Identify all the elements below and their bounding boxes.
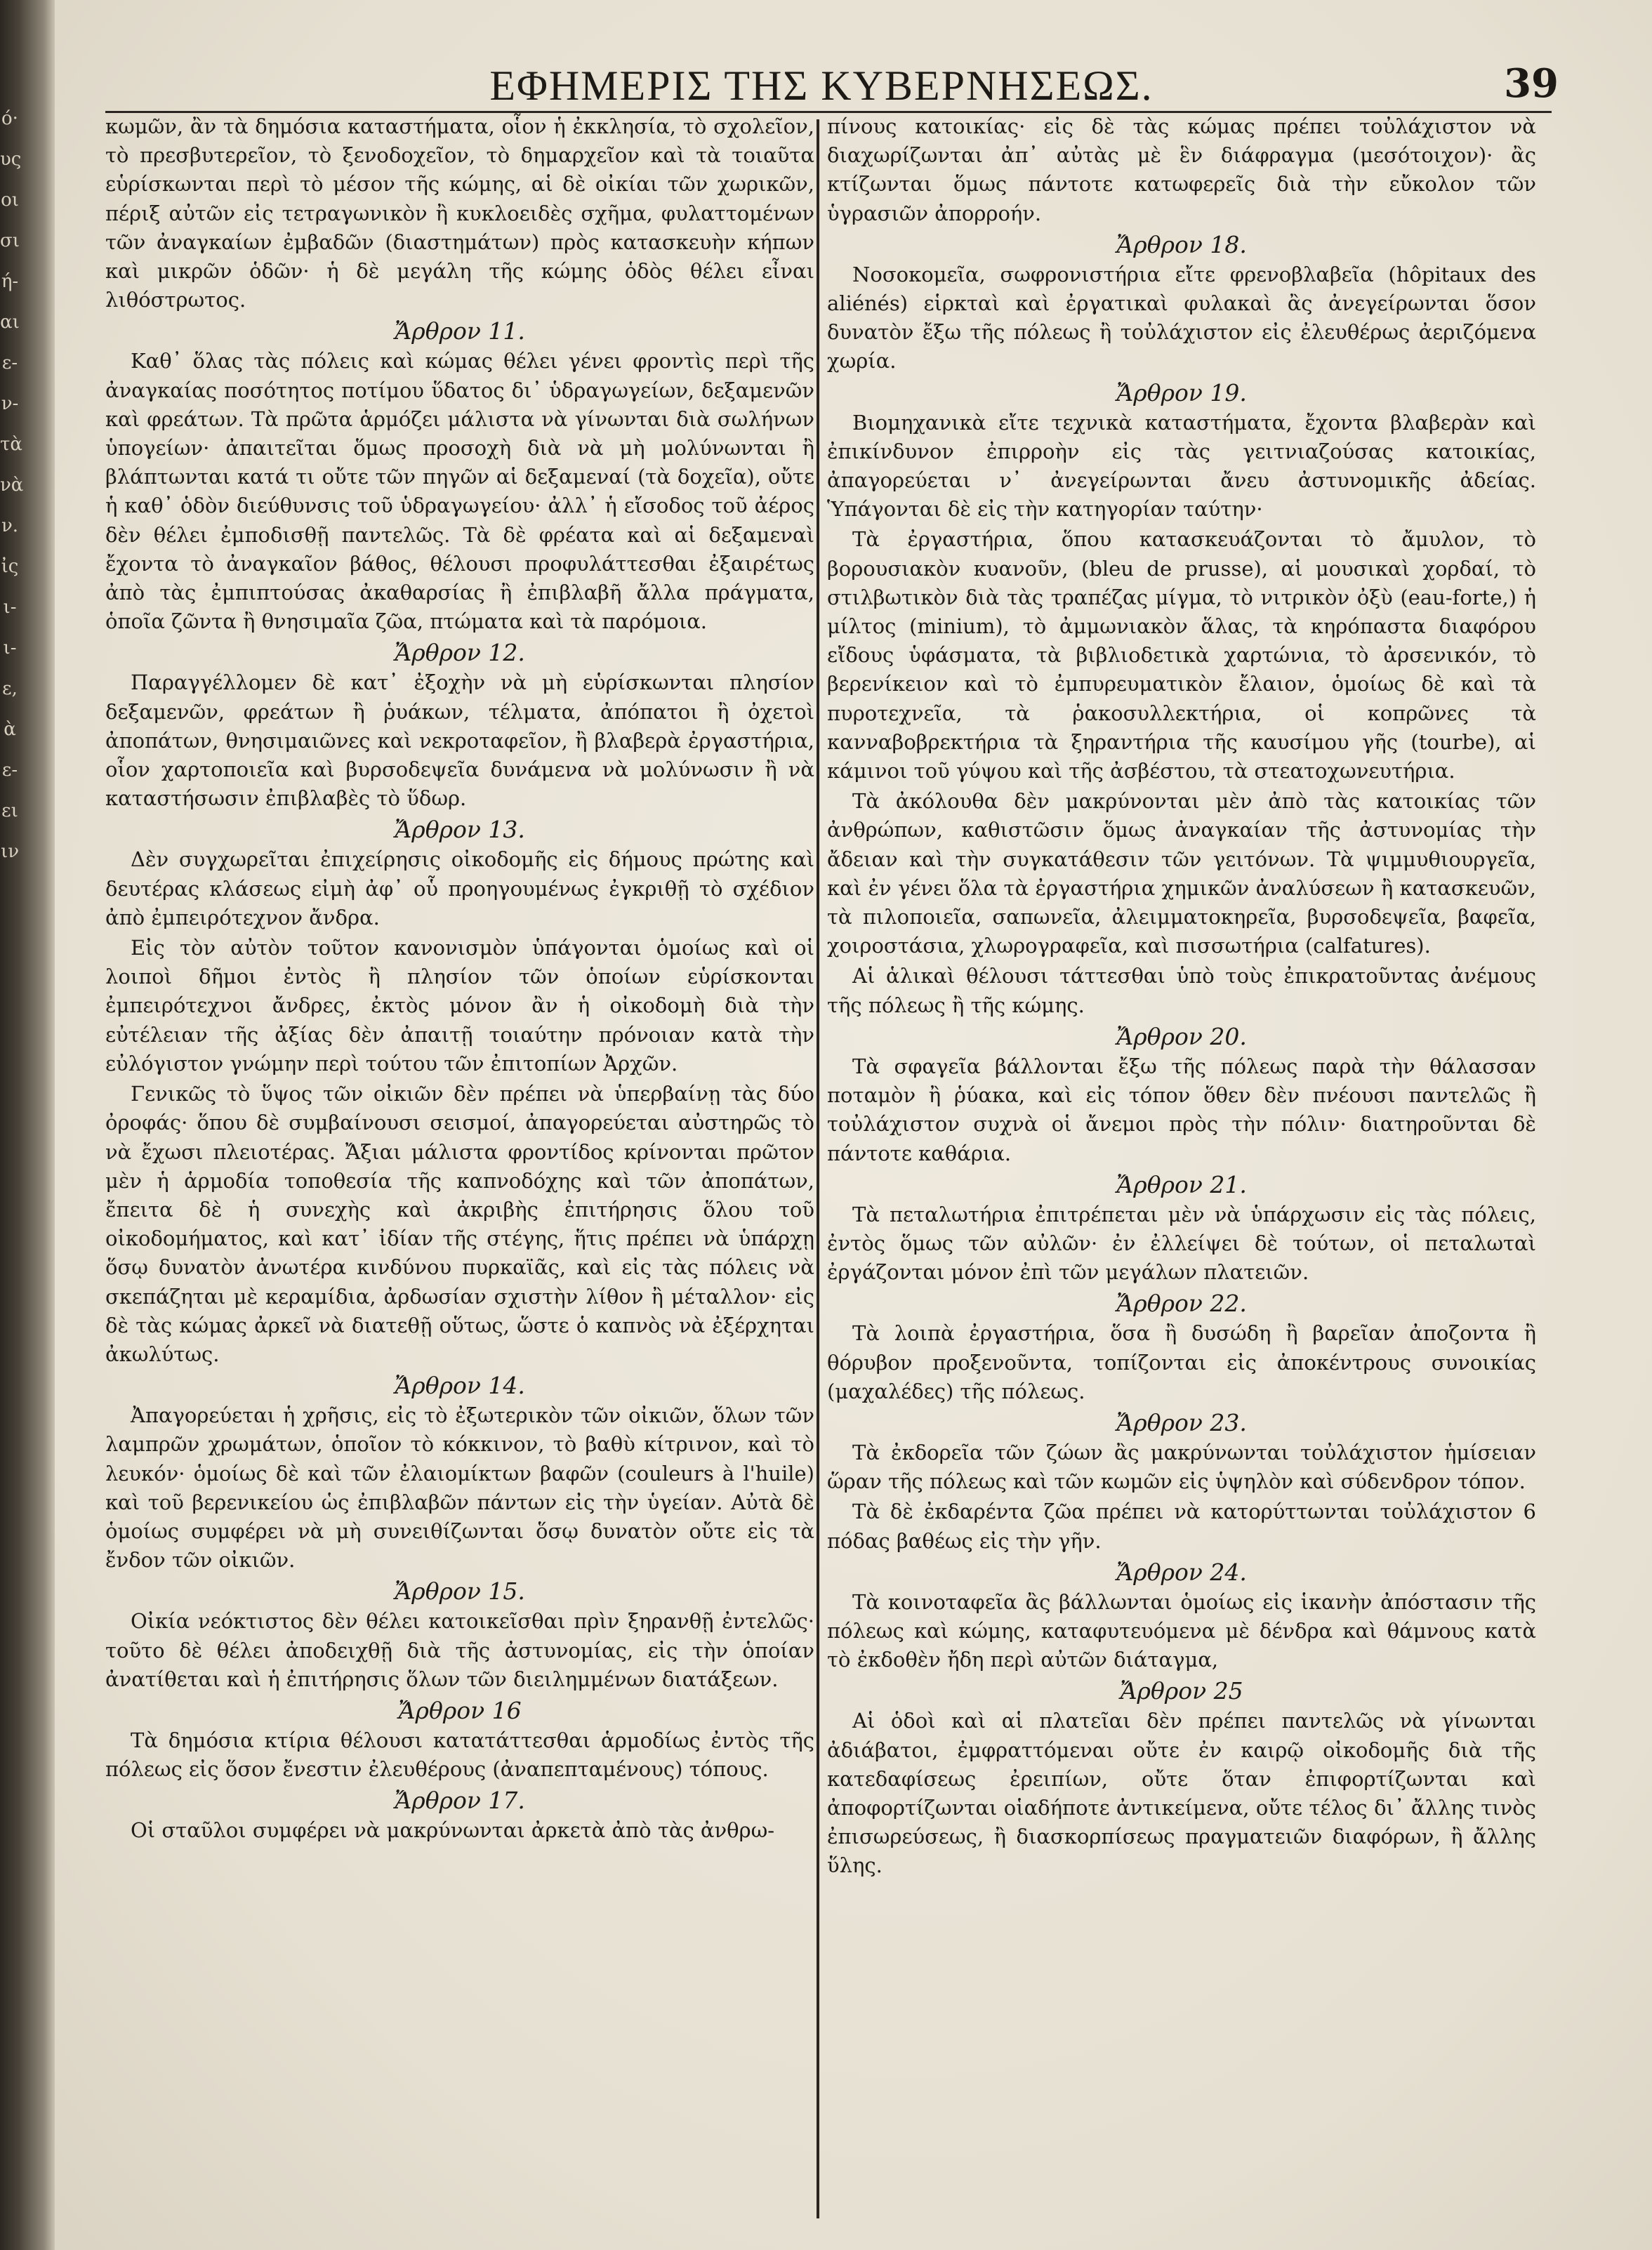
article-heading: Ἄρθρον 23. (1116, 1408, 1247, 1436)
article-heading: Ἄρθρον 14. (395, 1372, 525, 1400)
gutter-mark: υς (0, 149, 22, 170)
article-heading: Ἄρθρον 19. (1116, 378, 1247, 406)
gutter-mark: ι- (3, 597, 17, 618)
paragraph: Οἱ σταῦλοι συμφέρει νὰ μακρύνωνται ἀρκετὰ ἀπὸ τὰς ἀνθρω- (131, 1818, 775, 1843)
gutter-mark: ει (1, 800, 18, 821)
article-heading: Ἄρθρον 17. (395, 1787, 525, 1815)
paragraph: Οἰκία νεόκτιστος δὲν θέλει κατοικεῖσθαι πρὶν ξηρανθῇ ἐντελῶς· τοῦτο δὲ θέλει ἀποδειχθῇ διὰ τῆς ἀστυνομίας, εἰς τὴν ὁποίαν ἀνατίθεται καὶ ἡ ἐπιτήρησις ὅλων τῶν διειλημμένων διατάξεων. (105, 1609, 814, 1691)
paragraph: Τὰ δημόσια κτίρια θέλουσι κατατάττεσθαι ἁρμοδίως ἐντὸς τῆς πόλεως εἰς ὅσον ἔνεστιν ἐλευθέρους (ἀναπεπταμένους) τόπους. (105, 1728, 814, 1782)
paragraph: Αἱ ὁδοὶ καὶ αἱ πλατεῖαι δὲν πρέπει παντελῶς νὰ γίνωνται ἀδιάβατοι, ἐμφραττόμεναι οὔτε ἐν καιρῷ οἰκοδομῆς διὰ τῆς κατεδαφίσεως ἐρειπίων, οὔτε ὅταν ἐπιφορτίζωνται καὶ ἀποφορτίζωνται οἱαδήποτε ἀντικείμενα, οὔτε τέλος δι᾽ ἄλλης τινὸς ἐπισωρεύσεως, ἢ διασκορπίσεως πραγματειῶν διαφόρων, ἢ ἄλλης ὕλης. (827, 1709, 1536, 1878)
gutter-mark: ν- (1, 393, 19, 414)
gutter-mark: ε- (1, 760, 18, 781)
paragraph: Αἱ ἁλικαὶ θέλουσι τάττεσθαι ὑπὸ τοὺς ἐπικρατοῦντας ἀνέμους τῆς πόλεως ἢ τῆς κώμης. (827, 964, 1536, 1017)
gutter-mark: ι- (3, 637, 17, 659)
article-heading: Ἄρθρον 16 (398, 1696, 522, 1724)
article-heading: Ἄρθρον 11. (395, 317, 525, 345)
article-heading: Ἄρθρον 22. (1116, 1290, 1247, 1318)
gutter-mark: ε- (1, 352, 18, 373)
column-divider (817, 119, 819, 2218)
article-heading: Ἄρθρον 12. (395, 639, 525, 667)
gutter-mark: ν. (1, 515, 19, 536)
left-column (105, 112, 814, 1847)
paragraph: Τὰ πεταλωτήρια ἐπιτρέπεται μὲν νὰ ὑπάρχωσιν εἰς τὰς πόλεις, ἐντὸς ὅμως τῶν αὐλῶν· ἐν ἐλλείψει δὲ τούτων, οἱ πεταλωταὶ ἐργάζονται μόνον ἐπὶ τῶν μεγάλων πλατειῶν. (827, 1202, 1536, 1285)
gutter-mark: αι (0, 312, 20, 333)
paragraph: Δὲν συγχωρεῖται ἐπιχείρησις οἰκοδομῆς εἰς δήμους πρώτης καὶ δευτέρας κλάσεως εἰμὴ ἀφ᾽ οὗ προηγουμένως ἐγκριθῇ τὸ σχέδιον ἀπὸ ἐμπειρότεχνον ἄνδρα. (105, 847, 814, 929)
gutter-mark: ἰς (1, 556, 19, 577)
paragraph: Τὰ κοινοταφεῖα ἂς βάλλωνται ὁμοίως εἰς ἱκανὴν ἀπόστασιν τῆς πόλεως καὶ κώμης, καταφυτευόμενα μὲ δένδρα καὶ θάμνους κατὰ τὸ ἐκδοθὲν ἤδη περὶ αὐτῶν διάταγμα, (827, 1589, 1536, 1672)
paragraph: Τὰ ἀκόλουθα δὲν μακρύνονται μὲν ἀπὸ τὰς κατοικίας τῶν ἀνθρώπων, καθιστῶσιν ὅμως ἀναγκαίαν τῆς ἀστυνομίας τὴν ἄδειαν καὶ τὴν συγκατάθεσιν τῶν γειτόνων. Τὰ ψιμμυθιουργεῖα, καὶ ἐν γένει ὅλα τὰ ἐργαστήρια χημικῶν ἀναλύσεων ἢ κατασκευῶν, τὰ πιλοποιεῖα, σαπωνεῖα, ἀλειμματοκηρεῖα, βυρσοδεψεῖα, βαφεῖα, χοιροστάσια, χλωρογραφεῖα, καὶ πισσωτήρια (calfatures). (827, 789, 1536, 958)
paragraph: Τὰ δὲ ἐκδαρέντα ζῶα πρέπει νὰ κατορύττωνται τοὐλάχιστον 6 πόδας βαθέως εἰς τὴν γῆν. (827, 1500, 1536, 1553)
article-heading: Ἄρθρον 21. (1116, 1170, 1247, 1198)
article-heading: Ἄρθρον 18. (1116, 230, 1247, 258)
gutter-mark: σι (0, 230, 20, 251)
article-heading: Ἄρθρον 24. (1116, 1558, 1247, 1586)
paragraph: Τὰ σφαγεῖα βάλλονται ἔξω τῆς πόλεως παρὰ τὴν θάλασσαν ποταμὸν ἢ ῥύακα, καὶ εἰς τόπον ὅθεν δὲν πνέουσι παντελῶς ἢ τοὐλάχιστον συχνὰ οἱ ἄνεμοι πρὸς τὴν πόλιν· διατηροῦνται δὲ πάντοτε καθάρια. (827, 1054, 1536, 1165)
paragraph: κωμῶν, ἂν τὰ δημόσια καταστήματα, οἷον ἡ ἐκκλησία, τὸ σχολεῖον, τὸ πρεσβυτερεῖον, τὸ ξενοδοχεῖον, τὸ δημαρχεῖον καὶ τὰ τοιαῦτα εὑρίσκωνται περὶ τὸ μέσον τῆς κώμης, αἱ δὲ οἰκίαι τῶν χωρικῶν, πέριξ αὐτῶν εἰς τετραγωνικὸν ἢ κυκλοειδὲς σχῆμα, φυλαττομένων τῶν ἀναγκαίων ἐμβαδῶν (διαστημάτων) πρὸς κατασκευὴν κήπων καὶ μικρῶν ὁδῶν· ἡ δὲ μεγάλη τῆς κώμης ὁδὸς θέλει εἶναι λιθόστρωτος. (105, 114, 814, 312)
gutter-mark: ό· (1, 108, 18, 129)
paragraph: Τὰ ἐργαστήρια, ὅπου κατασκευάζονται τὸ ἄμυλον, τὸ βορουσιακὸν κυανοῦν, (bleu de prusse), αἱ μουσικαὶ χορδαί, τὸ στιλβωτικὸν διὰ τὰς τραπέζας μίγμα, τὸ νιτρικὸν ὀξὺ (eau-forte,) ἡ μίλτος (minium), τὸ ἀμμωνιακὸν ἅλας, τὰ κηρόπαστα διαφόρου εἴδους ὑφάσματα, τὰ βιβλιοδετικὰ χαρτώνια, τὸ ἀρσενικόν, τὸ βερενίκειον καὶ τὸ ἐμπυρευματικὸν ἔλαιον, ὁμοίως δὲ καὶ τὰ πυροτεχνεῖα, τὰ ῥακοσυλλεκτήρια, οἱ κοπρῶνες τὰ κανναβοβρεκτήρια τὰ ξηραντήρια τῆς καυσίμου γῆς (tourbe), αἱ κάμινοι τοῦ γύψου καὶ τῆς ἀσβέστου, τὰ στεατοχωνευτήρια. (827, 527, 1536, 783)
paragraph: Τὰ λοιπὰ ἐργαστήρια, ὅσα ἢ δυσώδη ἢ βαρεῖαν ἀποζοντα ἢ θόρυβον προξενοῦντα, τοπίζονται εἰς ἀποκέντρους συνοικίας (μαχαλέδες) τῆς πόλεως. (827, 1321, 1536, 1403)
paragraph: Εἰς τὸν αὐτὸν τοῦτον κανονισμὸν ὑπάγονται ὁμοίως καὶ οἱ λοιποὶ δῆμοι ἐντὸς ἢ πλησίον τῶν ὁποίων εὑρίσκονται ἐμπειρότεχνοι ἄνδρες, ἐκτὸς μόνον ἂν ἡ οἰκοδομὴ διὰ τὴν εὐτέλειαν τῆς ἀξίας δὲν ἀπαιτῇ τοιαύτην πρόνοιαν κατὰ τὴν εὐλόγιστον γνώμην περὶ τούτου τῶν ἐπιτοπίων Ἀρχῶν. (105, 936, 814, 1076)
paragraph: Νοσοκομεῖα, σωφρονιστήρια εἴτε φρενοβλαβεῖα (hôpitaux des aliénés) εἱρκταὶ καὶ ἐργατικαὶ φυλακαὶ ἂς ἀνεγείρωνται ὅσον δυνατὸν ἔξω τῆς πόλεως ἢ τοὐλάχιστον εἰς ἐλευθέρως ἀεριζόμενα χωρία. (827, 262, 1536, 373)
gutter-mark: ὰ (4, 719, 16, 740)
article-heading: Ἄρθρον 25 (1120, 1677, 1243, 1705)
article-heading: Ἄρθρον 15. (395, 1577, 525, 1606)
paragraph: Γενικῶς τὸ ὕψος τῶν οἰκιῶν δὲν πρέπει νὰ ὑπερβαίνῃ τὰς δύο ὀροφάς· ὅπου δὲ συμβαίνουσι σεισμοί, ἀπαγορεύεται αὐστηρῶς τὸ νὰ ἔχωσι πλειοτέρας. Ἄξιαι μάλιστα φροντίδος κρίνονται πρῶτον μὲν ἡ ἁρμοδία τοποθεσία τῆς καπνοδόχης καὶ τῶν ἀποπάτων, ἔπειτα δὲ ἡ συνεχὴς καὶ ἀκριβὴς ἐπιτήρησις ὅλου τοῦ οἰκοδομήματος, καὶ κατ᾽ ἰδίαν τῆς στέγης, ἥτις πρέπει νὰ ὑπάρχῃ ὅσῳ δυνατὸν ἀνωτέρα κινδύνου πυρκαϊᾶς, καὶ εἰς τὰς πόλεις νὰ σκεπάζηται μὲ κεραμίδια, ἀρδωσίαν σχιστὴν λίθον ἢ μέταλλον· εἰς δὲ τὰς κώμας ἀρκεῖ νὰ διατεθῇ οὕτως, ὥστε ὁ καπνὸς νὰ ἐξέρχηται ἀκωλύτως. (105, 1082, 814, 1366)
gutter-mark: ε, (2, 678, 18, 699)
paragraph: πίνους κατοικίας· εἰς δὲ τὰς κώμας πρέπει τοὐλάχιστον νὰ διαχωρίζωνται ἀπ᾽ αὐτὰς μὲ ἓν διάφραγμα (μεσότοιχον)· ἂς κτίζωνται ὅμως πάντοτε κατωφερεῖς διὰ τὴν εὔκολον τῶν ὑγρασιῶν ἀπορροήν. (827, 114, 1536, 225)
gutter-marks (0, 98, 24, 872)
paragraph: Καθ᾽ ὅλας τὰς πόλεις καὶ κώμας θέλει γένει φροντὶς περὶ τῆς ἀναγκαίας ποσότητος ποτίμου ὕδατος δι᾽ ὑδραγωγείων, δεξαμενῶν καὶ φρεάτων. Τὰ πρῶτα ἁρμόζει μάλιστα νὰ γίνωνται διὰ σωλήνων ὑπογείων· ἀπαιτεῖται ὅμως προσοχὴ διὰ νὰ μὴ μολύνωνται ἢ βλάπτωνται κατά τι οὔτε τῶν πηγῶν αἱ δεξαμεναί (τὰ δοχεῖα), οὔτε ἡ καθ᾽ ὁδὸν διεύθυνσις τοῦ ὑδραγωγείου· ἀλλ᾽ ἡ εἴσοδος τοῦ ἀέρος δὲν θέλει ἐμποδισθῇ παντελῶς. Τὰ δὲ φρέατα καὶ αἱ δεξαμεναὶ ἔχοντα τὸ ἀναγκαῖον βάθος, θέλουσι προφυλάττεσθαι ἐξαιρέτως ἀπὸ τὰς ἐμπιπτούσας ἀκαθαρσίας ἢ ἐπιβλαβῆ ἄλλα πράγματα, ὁποῖα ζῶντα ἢ θνησιμαῖα ζῶα, πτώματα καὶ τὰ παρόμοια. (105, 349, 814, 634)
article-heading: Ἄρθρον 20. (1116, 1022, 1247, 1050)
paragraph: Ἀπαγορεύεται ἡ χρῆσις, εἰς τὸ ἐξωτερικὸν τῶν οἰκιῶν, ὅλων τῶν λαμπρῶν χρωμάτων, ὁποῖον τὸ κόκκινον, τὸ βαθὺ κίτρινον, καὶ τὸ λευκόν· ὁμοίως δὲ καὶ τῶν ἐλαιομίκτων βαφῶν (couleurs à l'huile) καὶ τοῦ βερενικείου ὡς ἐπιβλαβῶν πάντων εἰς τὴν ὑγείαν. Αὐτὰ δὲ ὁμοίως συμφέρει νὰ μὴ συνειθίζωνται ὅσῳ δυνατὸν οὔτε εἰς τὰ ἔνδον τῶν οἰκιῶν. (105, 1403, 814, 1573)
gutter-mark: ή- (1, 271, 19, 292)
right-column (827, 112, 1536, 1882)
article-heading: Ἄρθρον 13. (395, 816, 525, 844)
paragraph: Τὰ ἐκδορεῖα τῶν ζώων ἂς μακρύνωνται τοὐλάχιστον ἡμίσειαν ὥραν τῆς πόλεως καὶ τῶν κωμῶν εἰς ὑψηλὸν καὶ σύδενδρον τόπον. (827, 1440, 1536, 1494)
gutter-mark: τὰ (0, 434, 22, 455)
gutter-mark: νὰ (0, 475, 24, 496)
gutter-mark: οι (1, 190, 19, 211)
book-gutter (0, 0, 55, 2250)
page-header (84, 56, 1559, 119)
paragraph: Παραγγέλλομεν δὲ κατ᾽ ἐξοχὴν νὰ μὴ εὑρίσκωνται πλησίον δεξαμενῶν, φρεάτων ἢ ῥυάκων, τέλματα, ἀπόπατοι ἢ ὀχετοὶ ἀποπάτων, θνησιμαιῶνες καὶ νεκροταφεῖον, ἢ βλαβερὰ ἐργαστήρια, οἷον χαρτοποιεῖα καὶ βυρσοδεψεῖα δυνάμενα νὰ μολύνωσιν ἢ νὰ καταστήσωσιν ἐπιβλαβὲς τὸ ὕδωρ. (105, 670, 814, 811)
gutter-mark: ιν (1, 841, 19, 862)
page-number: 39 (1504, 60, 1559, 107)
paragraph: Βιομηχανικὰ εἴτε τεχνικὰ καταστήματα, ἔχοντα βλαβερὰν καὶ ἐπικίνδυνον ἐπιρροὴν εἰς τὰς γειτνιαζούσας κατοικίας, ἀπαγορεύεται ν᾽ ἀνεγείρωνται ἄνευ ἀστυνομικῆς ἀδείας. Ὑπάγονται δὲ εἰς τὴν κατηγορίαν ταύτην· (827, 410, 1536, 522)
running-title: ΕΦΗΜΕΡΙΣ ΤΗΣ ΚΥΒΕΡΝΗΣΕΩΣ. (489, 62, 1154, 109)
